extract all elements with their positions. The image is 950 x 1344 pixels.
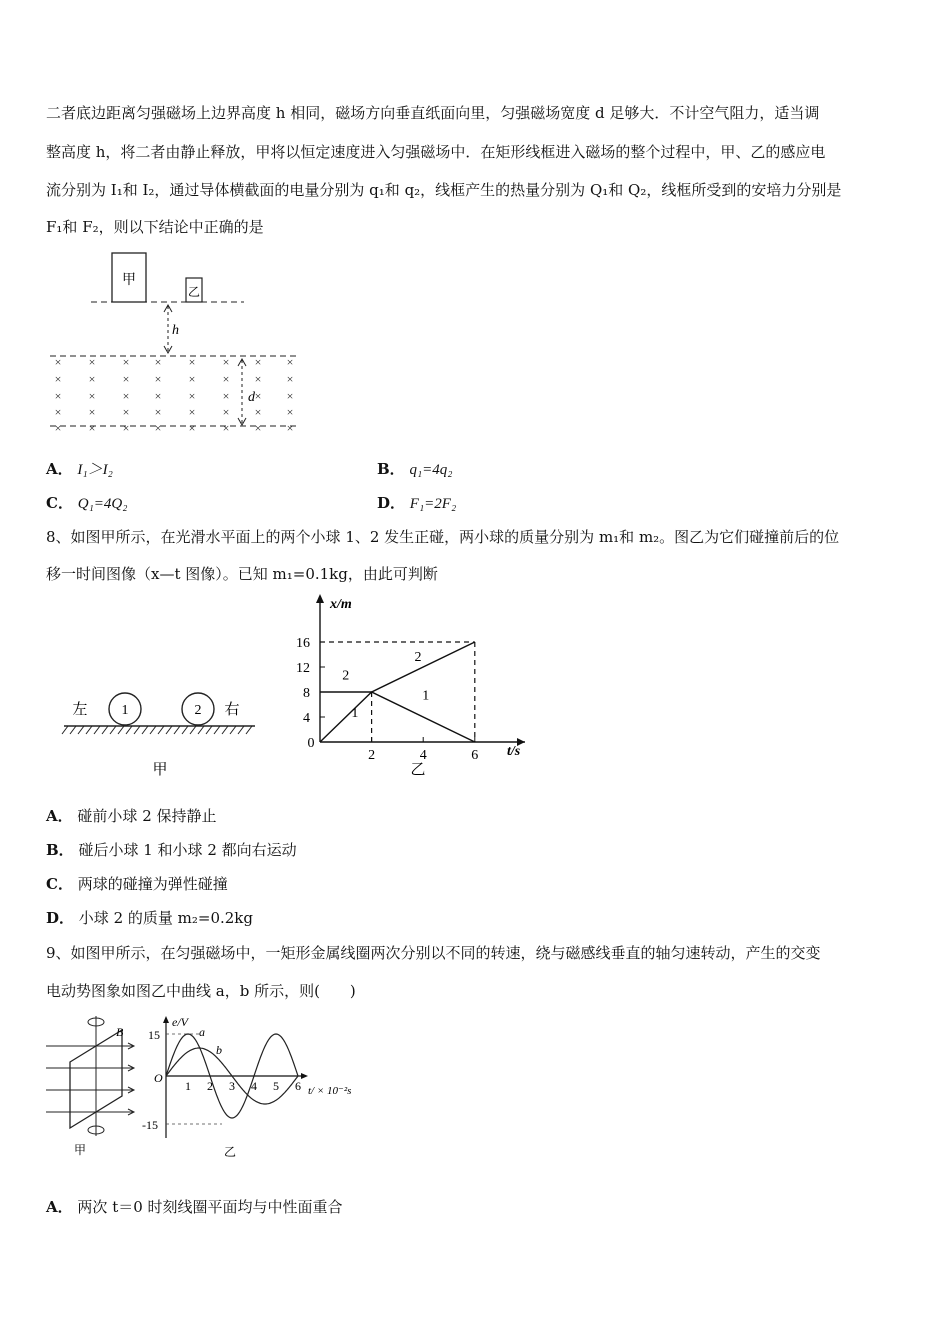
q7-option-b-letter: B． [377,460,405,478]
field-cross: × [254,405,262,419]
hatch-mark [206,726,212,734]
field-cross: × [54,355,62,369]
t-axis-unit: t/ × 10⁻²s [308,1085,352,1097]
field-cross: × [222,389,230,403]
fig-jia-caption: 甲 [152,762,168,778]
q7-option-d-letter: D． [377,494,406,512]
q7-option-d-text: F₁=2F₂ [409,496,457,512]
hatch-mark [102,726,108,734]
hatch-mark [78,726,84,734]
curve-b-label: b [216,1043,222,1057]
q8-option-c-text: 两球的碰撞为弹性碰撞 [77,875,228,893]
t-tick-label: 2 [207,1079,213,1093]
field-cross: × [286,355,294,369]
t-tick-label: 6 [295,1079,301,1093]
q8-option-a-letter: A． [46,807,73,825]
hatch-mark [158,726,164,734]
t-tick-label: 5 [273,1079,279,1093]
magnetic-field-lines [46,1043,134,1115]
origin-O: O [154,1071,163,1085]
field-cross: × [254,389,262,403]
q9-figure-et-graph [138,1010,368,1160]
field-cross: × [154,355,162,369]
label-h: h [172,323,179,338]
y-axis-label: x/m [330,597,352,612]
label-d: d [248,390,255,405]
y-tick-label: 16 [296,636,310,651]
t-tick-labels [185,1079,301,1093]
field-cross: × [188,355,196,369]
field-cross: × [154,421,162,435]
y-tick-label: 4 [303,711,310,726]
hatch-mark [198,726,204,734]
q8-option-b[interactable] [46,839,297,860]
q8-figure-jia [60,680,260,780]
e-axis-label: e/V [172,1015,188,1029]
series-lines [320,642,475,742]
hatch-mark [214,726,220,734]
series-label: 2 [342,668,350,684]
x-tick-label: 4 [419,748,427,763]
field-cross: × [54,372,62,386]
q7-stem-line-1: 二者底边距离匀强磁场上边界高度 h 相同，磁场方向垂直纸面向里，匀强磁场宽度 d 足够大．不计空气阻力，适当调 [46,104,820,122]
field-cross: × [122,405,130,419]
q8-option-b-text: 碰后小球 1 和小球 2 都向右运动 [78,841,297,859]
field-cross: × [222,405,230,419]
hatch-mark [142,726,148,734]
frame-yi-label: 乙 [187,285,201,299]
series-label: 1 [422,688,430,704]
q8-option-d-text: 小球 2 的质量 m₂=0.2kg [78,909,253,927]
magnetic-field-crosses [55,355,294,435]
hatch-mark [126,726,132,734]
q8-option-d-letter: D． [46,909,75,927]
y-neg-label: -15 [142,1118,158,1132]
hatch-mark [118,726,124,734]
label-B: B [116,1025,124,1039]
field-cross: × [286,421,294,435]
hatch-mark [182,726,188,734]
q9-stem-line-1: 9、如图甲所示，在匀强磁场中，一矩形金属线圈两次分别以不同的转速，绕与磁感线垂直的轴匀速转动，产生的交变 [46,944,821,962]
y-tick-label: 12 [296,661,310,676]
field-cross: × [254,355,262,369]
curve-a-label: a [199,1025,205,1039]
hatch-mark [110,726,116,734]
hatch-mark [166,726,172,734]
field-cross: × [188,372,196,386]
field-cross: × [122,421,130,435]
left-label: 左 [72,702,88,718]
y-axis-arrow [316,594,324,603]
q7-stem-line-2: 整高度 h，将二者由静止释放，甲将以恒定速度进入匀强磁场中．在矩形线框进入磁场的整个过程中，甲、乙的感应电 [46,143,826,161]
field-cross: × [154,405,162,419]
series-label: 1 [351,706,359,721]
ball-1-label: 1 [121,703,129,718]
field-cross: × [188,421,196,435]
field-cross: × [88,389,96,403]
hatch-mark [238,726,244,734]
field-cross: × [154,372,162,386]
q7-option-b[interactable] [377,458,453,479]
q8-option-d[interactable] [46,907,253,928]
q7-option-a-letter: A． [46,460,73,478]
q7-option-d[interactable] [377,492,456,513]
field-cross: × [254,421,262,435]
field-cross: × [54,421,62,435]
q8-option-b-letter: B． [46,841,74,859]
q7-stem-line-4: F₁和 F₂，则以下结论中正确的是 [46,218,264,236]
origin-label: 0 [307,736,315,751]
t-tick-label: 3 [229,1079,235,1093]
q9-option-a[interactable] [46,1196,343,1217]
t-tick-label: 4 [251,1079,257,1093]
q9-option-a-text: 两次 t＝0 时刻线圈平面均与中性面重合 [77,1198,343,1216]
coil-caption: 甲 [73,1143,87,1157]
q7-option-a-text: I₁＞I₂ [77,462,113,478]
y-tick-label: 8 [303,686,310,701]
q8-option-a[interactable] [46,805,217,826]
q7-option-c-text: Q₁=4Q₂ [77,496,128,512]
q9-figure-coil [40,1010,140,1160]
q7-figure [46,248,306,438]
field-cross: × [254,372,262,386]
fig-yi-caption: 乙 [410,762,426,778]
field-cross: × [88,421,96,435]
graph-caption: 乙 [223,1145,237,1159]
x-axis-label: t/s [507,744,521,759]
field-cross: × [286,405,294,419]
field-cross: × [154,389,162,403]
q8-xt-chart [290,590,540,780]
field-cross: × [122,389,130,403]
field-cross: × [188,389,196,403]
q7-option-c[interactable] [46,492,127,513]
field-cross: × [88,372,96,386]
frame-jia-label: 甲 [122,273,136,288]
y-pos-label: 15 [148,1028,160,1042]
hatch-mark [70,726,76,734]
q9-stem-line-2: 电动势图象如图乙中曲线 a，b 所示，则( ) [46,982,356,1000]
q8-stem-line-1: 8、如图甲所示，在光滑水平面上的两个小球 1、2 发生正碰，两小球的质量分别为 m₁和 m₂。图乙为它们碰撞前后的位 [46,528,840,546]
q7-stem-line-3: 流分别为 I₁和 I₂，通过导体横截面的电量分别为 q₁和 q₂，线框产生的热量分别为 Q₁和 Q₂，线框所受到的安培力分别是 [46,181,842,199]
right-label: 右 [224,702,240,718]
hatch-mark [230,726,236,734]
hatch-mark [222,726,228,734]
q8-stem-line-2: 移一时间图像（x—t 图像）。已知 m₁=0.1kg，由此可判断 [46,565,438,583]
hatch-mark [174,726,180,734]
hatch-mark [94,726,100,734]
x-tick-label: 2 [368,748,376,763]
field-cross: × [188,405,196,419]
hatch-mark [246,726,252,734]
field-cross: × [54,389,62,403]
q7-option-c-letter: C． [46,494,73,512]
field-cross: × [286,372,294,386]
hatch-mark [150,726,156,734]
q7-option-b-text: q₁=4q₂ [409,462,453,478]
hatch-mark [134,726,140,734]
series-2-line [320,642,475,692]
field-cross: × [286,389,294,403]
hatch-mark [86,726,92,734]
field-cross: × [54,405,62,419]
ball-2-label: 2 [194,703,202,718]
q7-option-a[interactable] [46,458,113,479]
q8-option-c-letter: C． [46,875,73,893]
hatch-mark [62,726,68,734]
x-tick-label: 6 [471,748,479,763]
q9-option-a-letter: A． [46,1198,73,1216]
field-cross: × [222,421,230,435]
ground-hatching [62,726,252,734]
field-cross: × [122,355,130,369]
q8-option-a-text: 碰前小球 2 保持静止 [77,807,217,825]
q8-option-c[interactable] [46,873,228,894]
field-cross: × [88,405,96,419]
field-cross: × [122,372,130,386]
hatch-mark [190,726,196,734]
series-label: 2 [414,649,422,665]
field-cross: × [222,355,230,369]
field-cross: × [222,372,230,386]
t-tick-label: 1 [185,1079,191,1093]
series-1-line [320,692,475,742]
field-cross: × [88,355,96,369]
